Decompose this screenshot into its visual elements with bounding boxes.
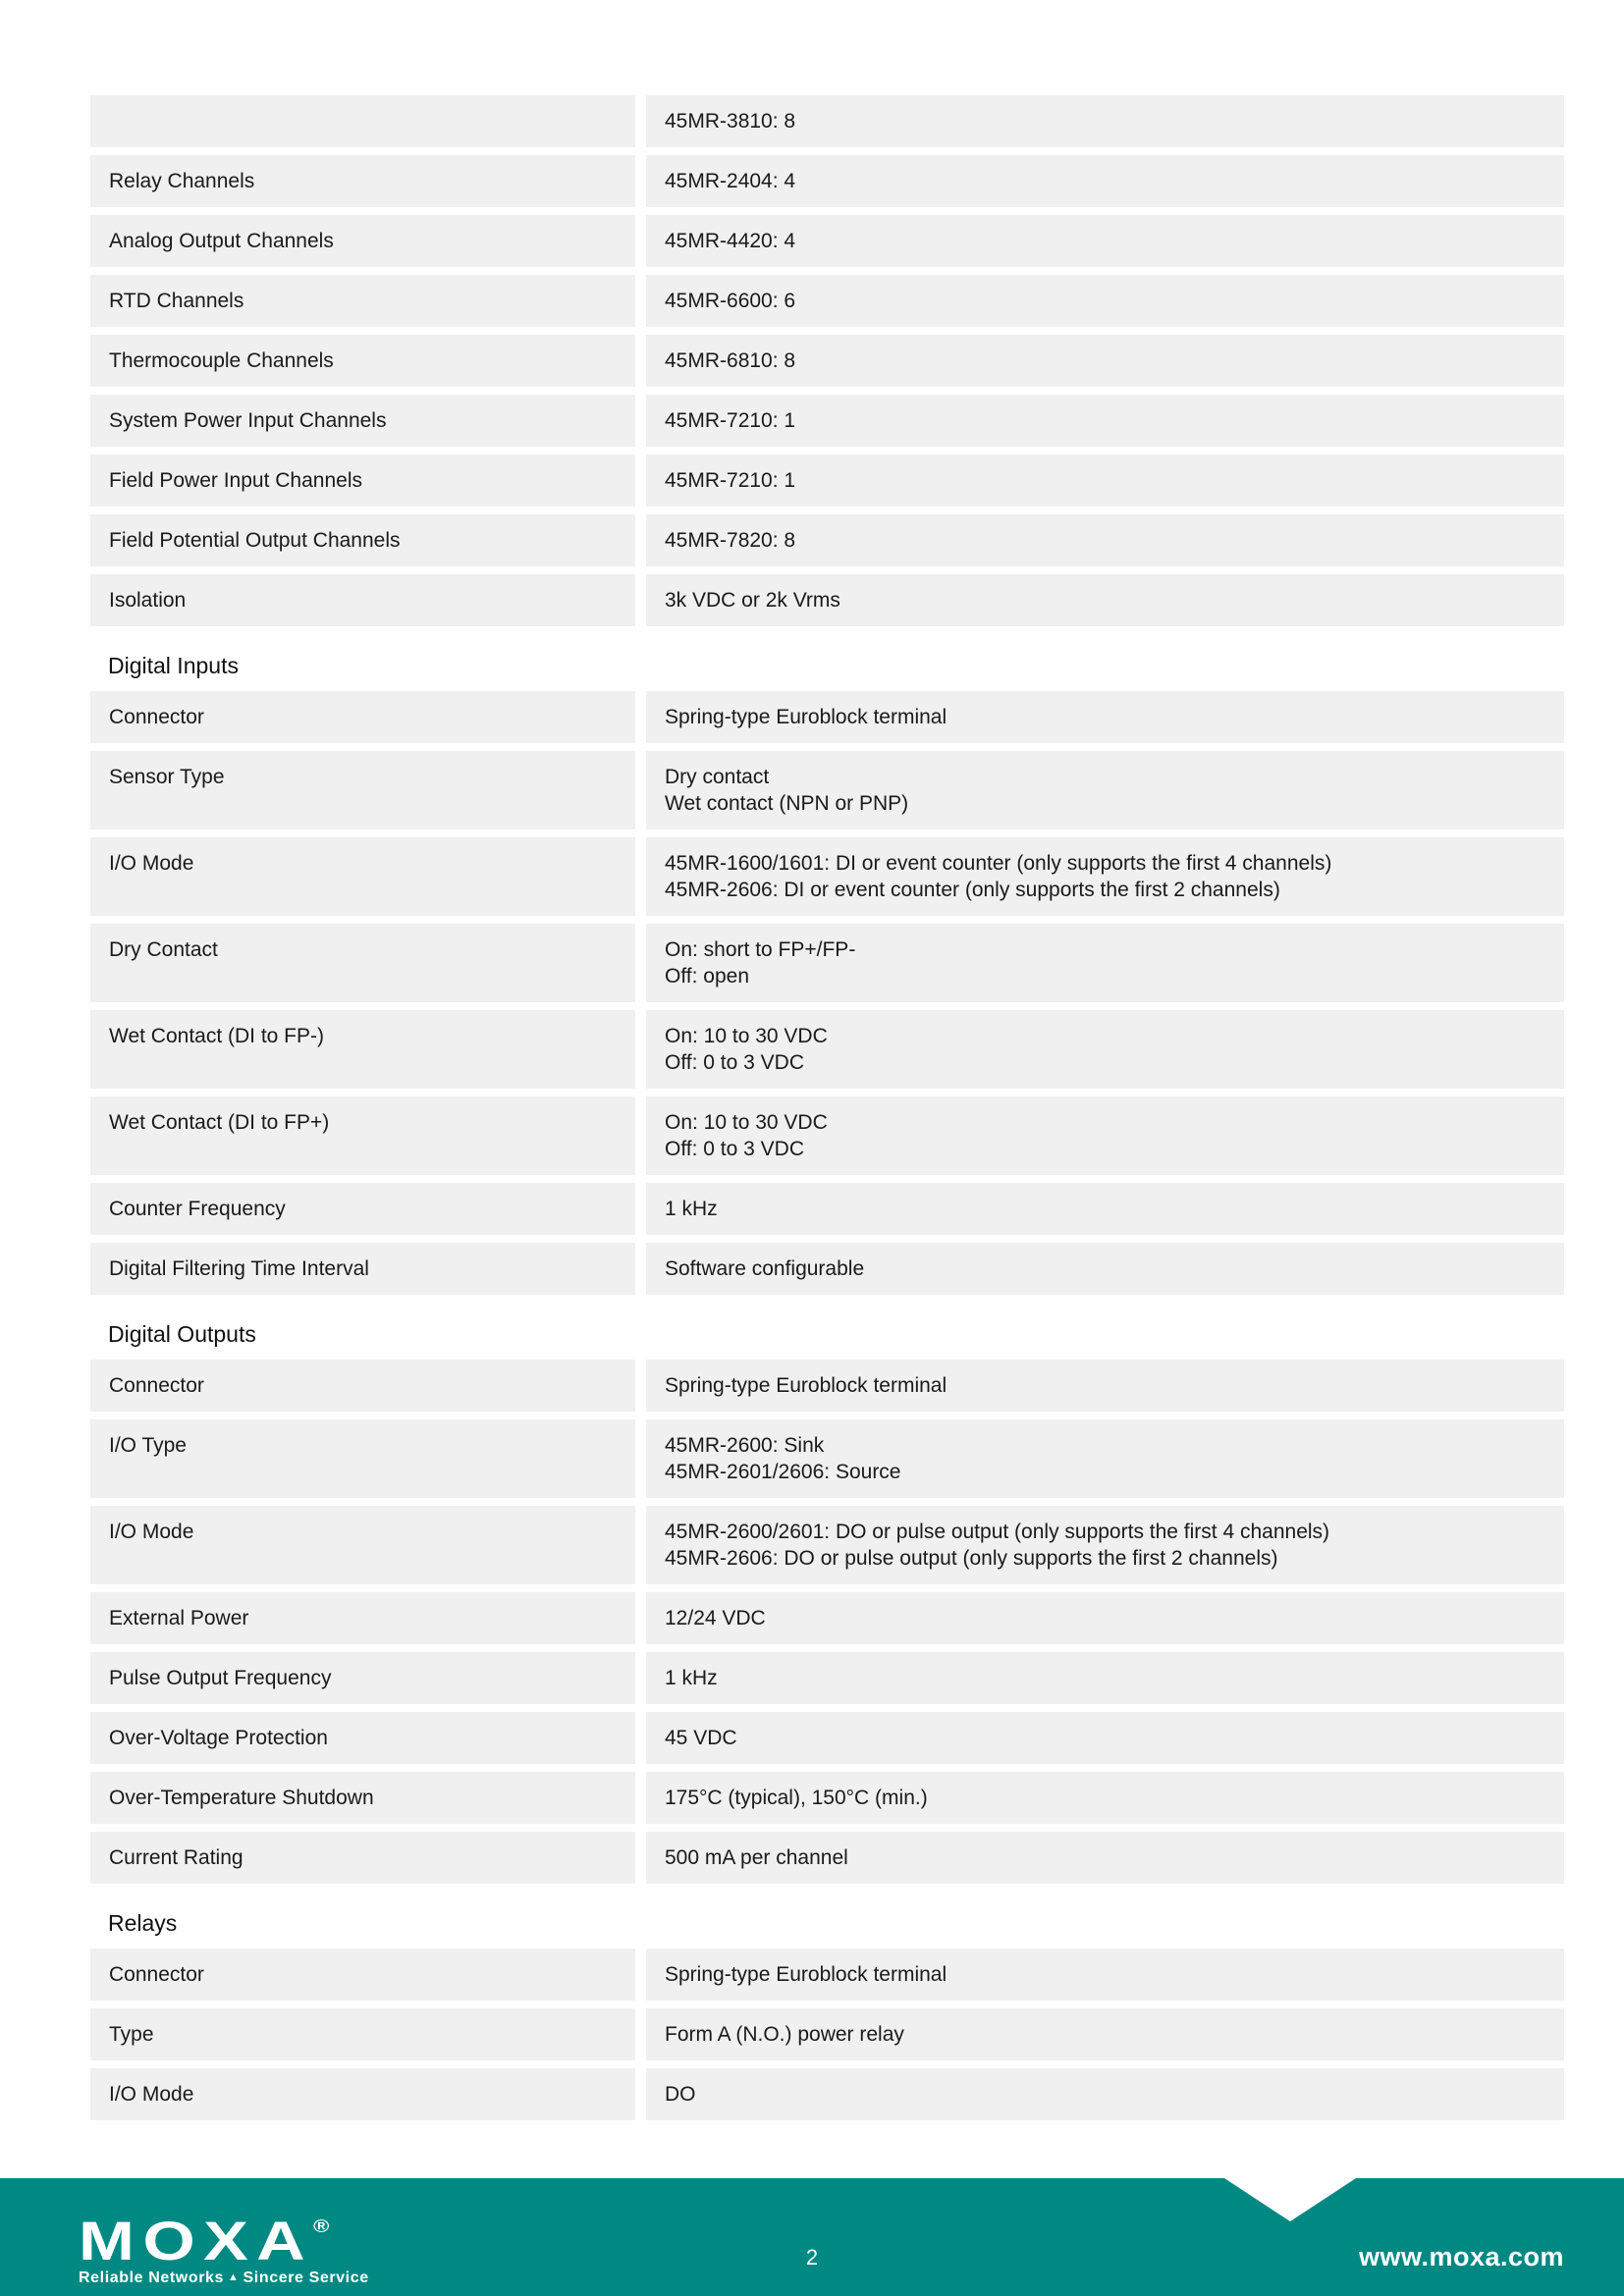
row-value-line: Off: open	[665, 965, 750, 988]
moxa-tagline	[79, 2269, 369, 2287]
row-value	[646, 1772, 1564, 1824]
table-row	[90, 751, 1564, 829]
row-value	[646, 691, 1564, 743]
row-value-line: 45MR-4420: 4	[665, 230, 796, 252]
row-value-line: 1 kHz	[665, 1667, 718, 1689]
row-label: Dry Contact	[90, 924, 635, 1002]
row-value	[646, 95, 1564, 147]
row-label: RTD Channels	[90, 275, 635, 327]
table-row	[90, 155, 1564, 207]
row-value-line: 45MR-7210: 1	[665, 469, 796, 492]
row-value	[646, 454, 1564, 507]
row-value-line: 45MR-1600/1601: DI or event counter (only supports the first 4 channels)	[665, 852, 1332, 875]
row-value-line: Wet contact (NPN or PNP)	[665, 792, 909, 815]
row-value-line: Dry contact	[665, 766, 770, 788]
table-row	[90, 837, 1564, 916]
table-row	[90, 514, 1564, 566]
table-row	[90, 1506, 1564, 1584]
table-row	[90, 1419, 1564, 1498]
tagline-left: Reliable Networks	[79, 2269, 225, 2286]
footer-bar	[0, 2178, 1624, 2296]
row-label: Field Potential Output Channels	[90, 514, 635, 566]
row-value	[646, 514, 1564, 566]
row-label: Field Power Input Channels	[90, 454, 635, 507]
row-label: Digital Filtering Time Interval	[90, 1243, 635, 1295]
row-value-line: 45MR-3810: 8	[665, 110, 796, 133]
row-value-line: Spring-type Euroblock terminal	[665, 706, 947, 728]
row-value-line: 12/24 VDC	[665, 1607, 766, 1629]
row-value-line: Software configurable	[665, 1257, 865, 1280]
table-row	[90, 1360, 1564, 1412]
row-value	[646, 1592, 1564, 1644]
row-value-line: 175°C (typical), 150°C (min.)	[665, 1787, 928, 1809]
row-value	[646, 215, 1564, 267]
row-value-line: On: 10 to 30 VDC	[665, 1025, 828, 1047]
table-row	[90, 1096, 1564, 1175]
page-number: 2	[805, 2245, 819, 2269]
row-value	[646, 1506, 1564, 1584]
row-value	[646, 2008, 1564, 2060]
row-value	[646, 155, 1564, 207]
table-row	[90, 1949, 1564, 2001]
row-label: Connector	[90, 1949, 635, 2001]
row-label: Current Rating	[90, 1832, 635, 1884]
registered-mark: ®	[313, 2216, 330, 2236]
spec-table	[90, 95, 1564, 2120]
row-value-line: Off: 0 to 3 VDC	[665, 1051, 805, 1074]
section-heading: Relays	[108, 1910, 178, 1936]
row-label: I/O Type	[90, 1419, 635, 1498]
row-value	[646, 1949, 1564, 2001]
table-row	[90, 1010, 1564, 1089]
row-value-line: Form A (N.O.) power relay	[665, 2023, 904, 2046]
row-label: I/O Mode	[90, 2068, 635, 2120]
table-row	[90, 1772, 1564, 1824]
table-row	[90, 574, 1564, 626]
section-rows	[90, 691, 1564, 1295]
table-row	[90, 95, 1564, 147]
footer-notch-icon	[1224, 2178, 1356, 2221]
row-value	[646, 1712, 1564, 1764]
triangle-icon: ▲	[228, 2271, 240, 2283]
row-label: Type	[90, 2008, 635, 2060]
row-label: Relay Channels	[90, 155, 635, 207]
section-rows	[90, 95, 1564, 626]
row-value	[646, 1419, 1564, 1498]
row-value-line: 45MR-6810: 8	[665, 349, 796, 372]
row-value	[646, 1183, 1564, 1235]
row-value	[646, 2068, 1564, 2120]
row-value	[646, 1360, 1564, 1412]
row-value	[646, 574, 1564, 626]
row-label: I/O Mode	[90, 837, 635, 916]
row-label: Analog Output Channels	[90, 215, 635, 267]
row-value	[646, 837, 1564, 916]
table-row	[90, 691, 1564, 743]
row-value-line: Off: 0 to 3 VDC	[665, 1138, 805, 1160]
row-value	[646, 751, 1564, 829]
row-value-line: 45MR-2600: Sink	[665, 1434, 825, 1457]
row-value-line: 45 VDC	[665, 1727, 737, 1749]
table-row	[90, 1592, 1564, 1644]
table-row	[90, 1712, 1564, 1764]
row-label	[90, 95, 635, 147]
section-rows	[90, 1949, 1564, 2120]
row-value-line: 500 mA per channel	[665, 1846, 848, 1869]
row-value-line: 45MR-2606: DI or event counter (only supports the first 2 channels)	[665, 879, 1280, 901]
row-value	[646, 395, 1564, 447]
table-row	[90, 1243, 1564, 1295]
row-value-line: 45MR-7820: 8	[665, 529, 796, 552]
table-row	[90, 454, 1564, 507]
section-heading: Digital Inputs	[108, 653, 239, 678]
row-value-line: 1 kHz	[665, 1198, 718, 1220]
row-value-line: 45MR-7210: 1	[665, 409, 796, 432]
row-value	[646, 1652, 1564, 1704]
row-value-line: 45MR-2600/2601: DO or pulse output (only supports the first 4 channels)	[665, 1521, 1330, 1543]
row-value-line: Spring-type Euroblock terminal	[665, 1963, 947, 1986]
row-value	[646, 1243, 1564, 1295]
row-value-line: 45MR-2601/2606: Source	[665, 1461, 901, 1483]
table-row	[90, 215, 1564, 267]
table-row	[90, 924, 1564, 1002]
row-label: I/O Mode	[90, 1506, 635, 1584]
row-value-line: On: 10 to 30 VDC	[665, 1111, 828, 1134]
row-label: Over-Temperature Shutdown	[90, 1772, 635, 1824]
table-row	[90, 275, 1564, 327]
table-row	[90, 1832, 1564, 1884]
row-label: System Power Input Channels	[90, 395, 635, 447]
moxa-logo-text: MOXA	[79, 2210, 314, 2271]
row-label: Sensor Type	[90, 751, 635, 829]
row-label: Over-Voltage Protection	[90, 1712, 635, 1764]
section-rows	[90, 1360, 1564, 1884]
row-label: Thermocouple Channels	[90, 335, 635, 387]
row-value-line: On: short to FP+/FP-	[665, 938, 856, 961]
table-row	[90, 2068, 1564, 2120]
row-value	[646, 1096, 1564, 1175]
table-row	[90, 1652, 1564, 1704]
row-label: Pulse Output Frequency	[90, 1652, 635, 1704]
row-value	[646, 1010, 1564, 1089]
row-label: Connector	[90, 1360, 635, 1412]
tagline-right: Sincere Service	[243, 2269, 369, 2286]
row-value-line: 45MR-6600: 6	[665, 290, 796, 312]
row-value-line: 3k VDC or 2k Vrms	[665, 589, 840, 612]
table-row	[90, 1183, 1564, 1235]
row-label: Counter Frequency	[90, 1183, 635, 1235]
website-link[interactable]: www.moxa.com	[1358, 2242, 1564, 2271]
row-value	[646, 335, 1564, 387]
row-label: Wet Contact (DI to FP+)	[90, 1096, 635, 1175]
row-value	[646, 924, 1564, 1002]
table-row	[90, 2008, 1564, 2060]
section-heading: Digital Outputs	[108, 1321, 256, 1347]
row-label: Wet Contact (DI to FP-)	[90, 1010, 635, 1089]
row-value-line: DO	[665, 2083, 696, 2106]
table-row	[90, 335, 1564, 387]
row-label: Connector	[90, 691, 635, 743]
row-value-line: 45MR-2404: 4	[665, 170, 796, 192]
row-value-line: Spring-type Euroblock terminal	[665, 1374, 947, 1397]
row-label: External Power	[90, 1592, 635, 1644]
row-value	[646, 275, 1564, 327]
row-value-line: 45MR-2606: DO or pulse output (only supports the first 2 channels)	[665, 1547, 1278, 1570]
table-row	[90, 395, 1564, 447]
row-label: Isolation	[90, 574, 635, 626]
row-value	[646, 1832, 1564, 1884]
